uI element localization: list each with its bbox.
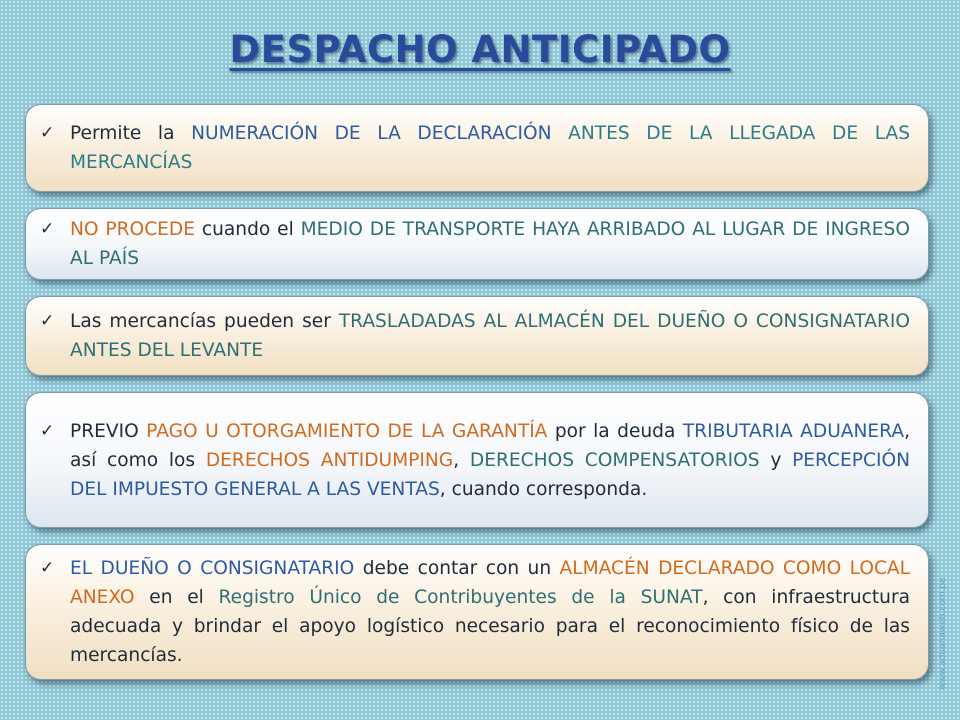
text-highlight: NUMERACIÓN DE LA DECLARACIÓN (191, 123, 552, 144)
watermark: www.aduanaweb.com.pe (938, 577, 948, 690)
text-plain: , con infraestructura adecuada y brindar el apoyo logístico necesario para el reconocimiento físico de las mercancías. (70, 587, 911, 666)
text-highlight: EL DUEÑO O CONSIGNATARIO (70, 558, 355, 579)
text-highlight: ALMACÉN DECLARADO COMO LOCAL ANEXO (70, 558, 911, 608)
info-box-numeracion (25, 104, 929, 192)
text-plain: por la deuda (547, 420, 683, 442)
text-plain: Las mercancías pueden ser (70, 311, 339, 332)
info-text-numeracion (40, 119, 911, 177)
text-highlight: MEDIO DE TRANSPORTE HAYA ARRIBADO AL LUGAR DE INGRESO AL PAÍS (70, 219, 910, 269)
text-highlight: PAGO U OTORGAMIENTO DE LA GARANTÍA (146, 420, 548, 442)
text-plain: y (759, 449, 793, 471)
check-icon: ✓ (40, 219, 55, 239)
text-plain: , (453, 449, 470, 471)
info-text-traslado (40, 307, 910, 365)
text-highlight: PERCEPCIÓN DEL IMPUESTO GENERAL A LAS VENTAS (70, 449, 911, 500)
text-plain: , cuando corresponda. (439, 478, 648, 500)
check-icon: ✓ (40, 558, 55, 578)
text-plain: PREVIO (70, 420, 147, 442)
info-box-previo-pago (25, 392, 929, 528)
text-highlight: TRASLADADAS AL ALMACÉN DEL DUEÑO O CONSIGNATARIO ANTES DEL LEVANTE (70, 311, 910, 361)
info-box-no-procede (25, 208, 929, 280)
text-plain: , así como los (70, 420, 910, 471)
info-box-traslado (25, 296, 929, 376)
text-plain (552, 123, 569, 144)
text-plain: debe contar con un (354, 558, 560, 579)
check-icon: ✓ (40, 420, 55, 441)
info-text-previo-pago (40, 417, 911, 504)
info-box-almacen (25, 544, 929, 680)
text-plain: cuando el (195, 219, 301, 240)
text-plain: Permite la (70, 123, 192, 144)
check-icon: ✓ (40, 123, 55, 143)
text-highlight: Registro Único de Contribuyentes de la SUNAT (218, 587, 703, 608)
text-plain: en el (134, 587, 219, 608)
text-highlight: DERECHOS COMPENSATORIOS (469, 449, 760, 471)
text-highlight: TRIBUTARIA ADUANERA (682, 420, 905, 442)
text-highlight: ANTES DE LA LLEGADA DE LAS MERCANCÍAS (70, 123, 911, 173)
text-highlight: DERECHOS ANTIDUMPING (205, 449, 454, 471)
page-title: DESPACHO ANTICIPADO (229, 28, 731, 71)
check-icon: ✓ (40, 311, 55, 331)
info-text-almacen (40, 554, 911, 670)
text-highlight: NO PROCEDE (70, 219, 195, 240)
info-text-no-procede (40, 215, 910, 273)
